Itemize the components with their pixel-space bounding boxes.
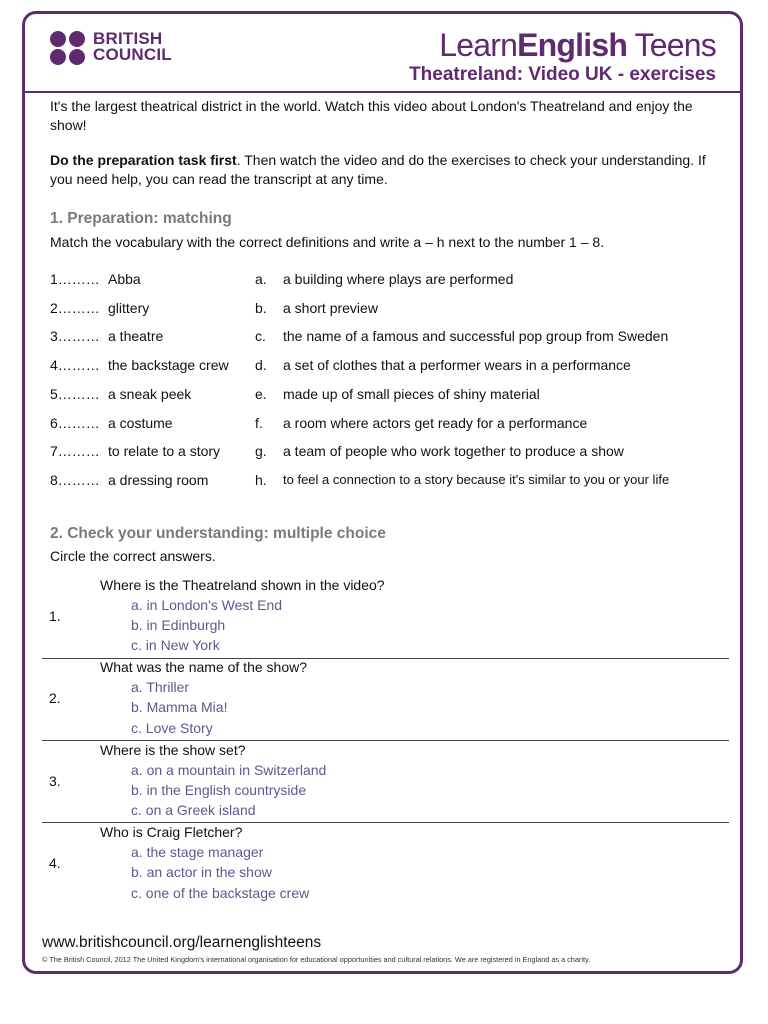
logo-text: BRITISH COUNCIL: [93, 29, 172, 64]
section2-title: 2. Check your understanding: multiple choice: [50, 525, 386, 542]
learnenglish-teens-brand: LearnEnglish Teens: [439, 27, 716, 63]
answer-option[interactable]: b. in Edinburgh: [131, 617, 226, 633]
question-divider: [42, 822, 729, 823]
header-divider: [25, 91, 740, 93]
answer-option[interactable]: b. in the English countryside: [131, 782, 307, 798]
matching-row: 4……… the backstage crew d. a set of clothes that a performer wears in a performance: [50, 357, 631, 373]
question-block: 1. Where is the Theatreland shown in the video? a. in London's West End b. in Edinburgh c. in New York: [49, 577, 385, 653]
matching-row: 2……… glittery b. a short preview: [50, 300, 378, 316]
question-text: Where is the Theatreland shown in the video?: [100, 577, 385, 593]
answer-option[interactable]: a. in London's West End: [131, 597, 283, 613]
section2-instruction: Circle the correct answers.: [50, 548, 216, 564]
matching-row: 7……… to relate to a story g. a team of people who work together to produce a show: [50, 443, 624, 459]
question-text: Who is Craig Fletcher?: [100, 824, 243, 840]
question-text: Where is the show set?: [100, 742, 246, 758]
question-divider: [42, 740, 729, 741]
answer-option[interactable]: b. Mamma Mia!: [131, 699, 228, 715]
answer-option[interactable]: b. an actor in the show: [131, 864, 272, 880]
matching-row: 6……… a costume f. a room where actors get ready for a performance: [50, 415, 588, 431]
question-text: What was the name of the show?: [100, 659, 307, 675]
answer-option[interactable]: c. on a Greek island: [131, 802, 256, 818]
answer-option[interactable]: c. in New York: [131, 637, 220, 653]
footer-copyright: © The British Council, 2012 The United Kingdom's international organisation for educational opportunities and cultural relations. We are registered in England as a charity.: [42, 955, 591, 964]
section1-instruction: Match the vocabulary with the correct definitions and write a – h next to the number 1 – 8.: [50, 234, 605, 250]
answer-option[interactable]: c. one of the backstage crew: [131, 885, 310, 901]
question-block: 3. Where is the show set? a. on a mountain in Switzerland b. in the English countryside c. on a Greek island: [49, 742, 327, 818]
matching-row: 3……… a theatre c. the name of a famous and successful pop group from Sweden: [50, 328, 669, 344]
matching-row: 5……… a sneak peek e. made up of small pieces of shiny material: [50, 386, 540, 402]
footer-url[interactable]: www.britishcouncil.org/learnenglishteens: [42, 934, 322, 951]
question-block: 4. Who is Craig Fletcher? a. the stage manager b. an actor in the show c. one of the backstage crew: [49, 824, 310, 901]
answer-option[interactable]: a. on a mountain in Switzerland: [131, 762, 327, 778]
matching-row: 1……… Abba a. a building where plays are performed: [50, 271, 514, 287]
worksheet-title: Theatreland: Video UK - exercises: [409, 64, 716, 85]
matching-row: 8……… a dressing room h. to feel a connection to a story because it's similar to you or your life: [50, 472, 670, 488]
question-block: 2. What was the name of the show? a. Thriller b. Mamma Mia! c. Love Story: [49, 659, 307, 736]
section1-title: 1. Preparation: matching: [50, 210, 232, 227]
answer-option[interactable]: a. Thriller: [131, 679, 190, 695]
intro-text: It's the largest theatrical district in the world. Watch this video about London's Theatreland and enjoy the show!: [50, 98, 693, 133]
answer-option[interactable]: a. the stage manager: [131, 844, 264, 860]
prep-instruction: Do the preparation task first. Then watch the video and do the exercises to check your understanding. If you need help, you can read the transcript at any time.: [50, 152, 706, 187]
answer-option[interactable]: c. Love Story: [131, 720, 213, 736]
